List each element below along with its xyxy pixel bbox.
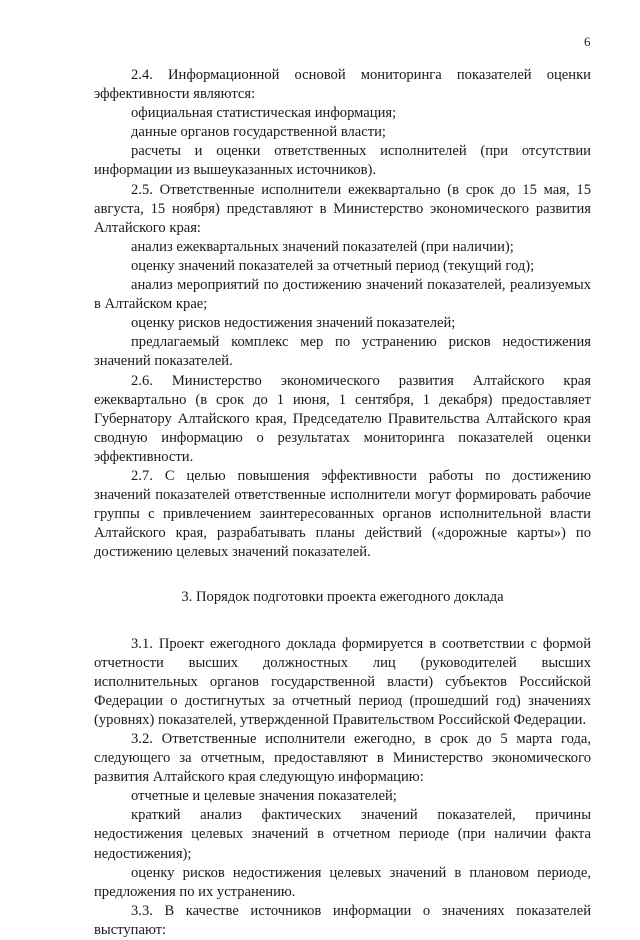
list-item-target-values: отчетные и целевые значения показателей; [131,788,397,805]
paragraph-2-4: 2.4. Информационной основой мониторинга показателей оценки эффективности являются: [94,67,591,103]
list-item-proposed-measures: предлагаемый комплекс мер по устранению рисков недостижения значений показателей. [94,334,591,370]
paragraph-3-3: 3.3. В качестве источников информации о значениях показателей выступают: [94,902,591,938]
paragraph-2-5: 2.5. Ответственные исполнители ежеквартально (в срок до 15 мая, 15 августа, 15 ноября) представляют в Министерство экономического развития Алтайского края: [94,181,591,236]
list-item-authority-data: данные органов государственной власти; [131,124,386,141]
list-item-brief-analysis: краткий анализ фактических значений показателей, причины недостижения целевых значений в отчетном периоде (при наличии факта недостижения); [94,807,591,862]
list-item-executor-estimates: расчеты и оценки ответственных исполнителей (при отсутствии информации из вышеуказанных источников). [94,143,591,179]
paragraph-3-2: 3.2. Ответственные исполнители ежегодно, в срок до 5 марта года, следующего за отчетным, предоставляют в Министерство экономического развития Алтайского края следующую информацию: [94,731,591,786]
list-item-quarterly-analysis: анализ ежеквартальных значений показателей (при наличии); [131,238,514,255]
list-item-risk-assessment: оценку рисков недостижения значений показателей; [131,315,456,332]
list-item-period-estimate: оценку значений показателей за отчетный период (текущий год); [131,257,535,274]
paragraph-3-1: 3.1. Проект ежегодного доклада формируется в соответствии с формой отчетности высших должностных лиц (руководителей высших исполнительных органов государственной власти) субъектов Российской Федерации о достигнутых за отчетный период (прошедший год) значениях (уровнях) показателей, утвержденной Правительством Российской Федерации. [94,635,591,728]
section-3-title: 3. Порядок подготовки проекта ежегодного доклада [181,589,504,606]
paragraph-2-6: 2.6. Министерство экономического развития Алтайского края ежеквартально (в срок до 1 июня, 1 сентября, 1 декабря) предоставляет Губернатору Алтайского края, Председателю Правительства Алтайского края сводную информацию о результатах мониторинга показателей оценки эффективности. [94,372,591,465]
page-number: 6 [584,34,591,49]
list-item-statistics: официальная статистическая информация; [131,105,397,122]
list-item-planned-risks: оценку рисков недостижения целевых значений в плановом периоде, предложения по их устранению. [94,864,591,900]
paragraph-2-7: 2.7. С целью повышения эффективности работы по достижению значений показателей ответственные исполнители могут формировать рабочие группы с привлечением заинтересованных органов исполнительной власти Алтайского края, разрабатывать планы действий («дорожные карты») по достижению целевых значений показателей. [94,467,591,561]
document-body [94,66,591,940]
list-item-measures-analysis: анализ мероприятий по достижению значений показателей, реализуемых в Алтайском крае; [94,277,591,313]
